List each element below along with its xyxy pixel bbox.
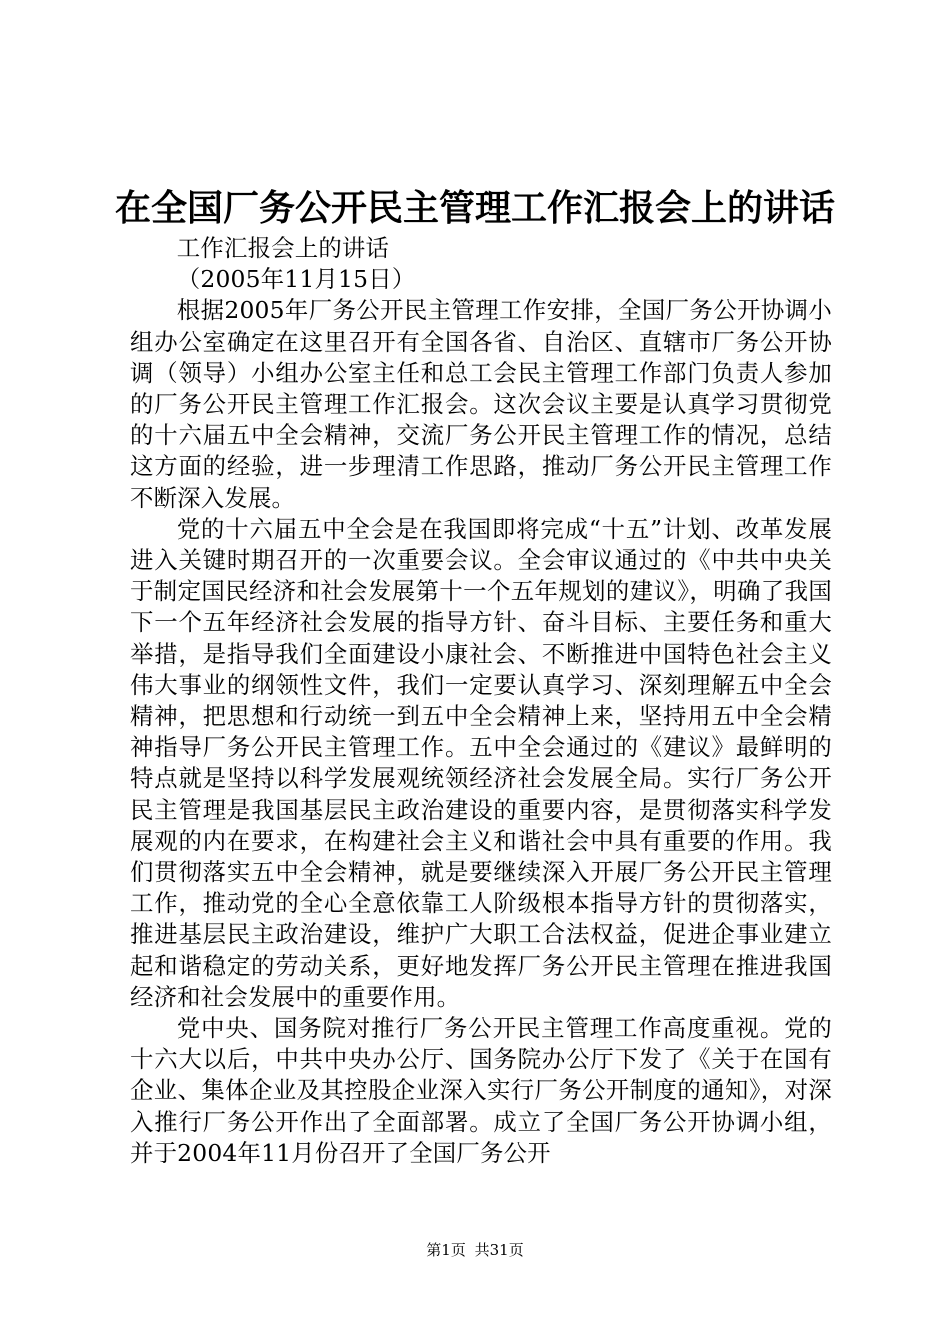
- paragraph-3: 党中央、国务院对推行厂务公开民主管理工作高度重视。党的十六大以后，中共中央办公厅、国务院办公厅下发了《关于在国有企业、集体企业及其控股企业深入实行厂务公开制度的通知》，对深入推行厂务公开作出了全面部署。成立了全国厂务公开协调小组，并于2004年11月份召开了全国厂务公开: [130, 1014, 832, 1167]
- document-title: 在全国厂务公开民主管理工作汇报会上的讲话: [114, 188, 835, 229]
- subtitle-line: 工作汇报会上的讲话: [176, 234, 390, 262]
- paragraph-1: 根据2005年厂务公开民主管理工作安排，全国厂务公开协调小组办公室确定在这里召开有全国各省、自治区、直辖市厂务公开协调（领导）小组办公室主任和总工会民主管理工作部门负责人参加的厂务公开民主管理工作汇报会。这次会议主要是认真学习贯彻党的十六届五中全会精神，交流厂务公开民主管理工作的情况，总结这方面的经验，进一步理清工作思路，推动厂务公开民主管理工作不断深入发展。: [130, 296, 832, 512]
- page-total: 共31页: [474, 1241, 524, 1259]
- page-number: 第1页: [426, 1241, 466, 1259]
- paragraph-2: 党的十六届五中全会是在我国即将完成“十五”计划、改革发展进入关键时期召开的一次重要会议。全会审议通过的《中共中央关于制定国民经济和社会发展第十一个五年规划的建议》，明确了我国下一个五年经济社会发展的指导方针、奋斗目标、主要任务和重大举措，是指导我们全面建设小康社会、不断推进中国特色社会主义伟大事业的纲领性文件，我们一定要认真学习、深刻理解五中全会精神，把思想和行动统一到五中全会精神上来，坚持用五中全会精神指导厂务公开民主管理工作。五中全会通过的《建议》最鲜明的特点就是坚持以科学发展观统领经济社会发展全局。实行厂务公开民主管理是我国基层民主政治建设的重要内容，是贯彻落实科学发展观的内在要求，在构建社会主义和谐社会中具有重要的作用。我们贯彻落实五中全会精神，就是要继续深入开展厂务公开民主管理工作，推动党的全心全意依靠工人阶级根本指导方针的贯彻落实，推进基层民主政治建设，维护广大职工合法权益，促进企事业建立起和谐稳定的劳动关系，更好地发挥厂务公开民主管理在推进我国经济和社会发展中的重要作用。: [130, 514, 832, 1011]
- document-body: [130, 233, 832, 1169]
- page-footer: [0, 1240, 950, 1260]
- date-line: （2005年11月15日）: [176, 265, 416, 294]
